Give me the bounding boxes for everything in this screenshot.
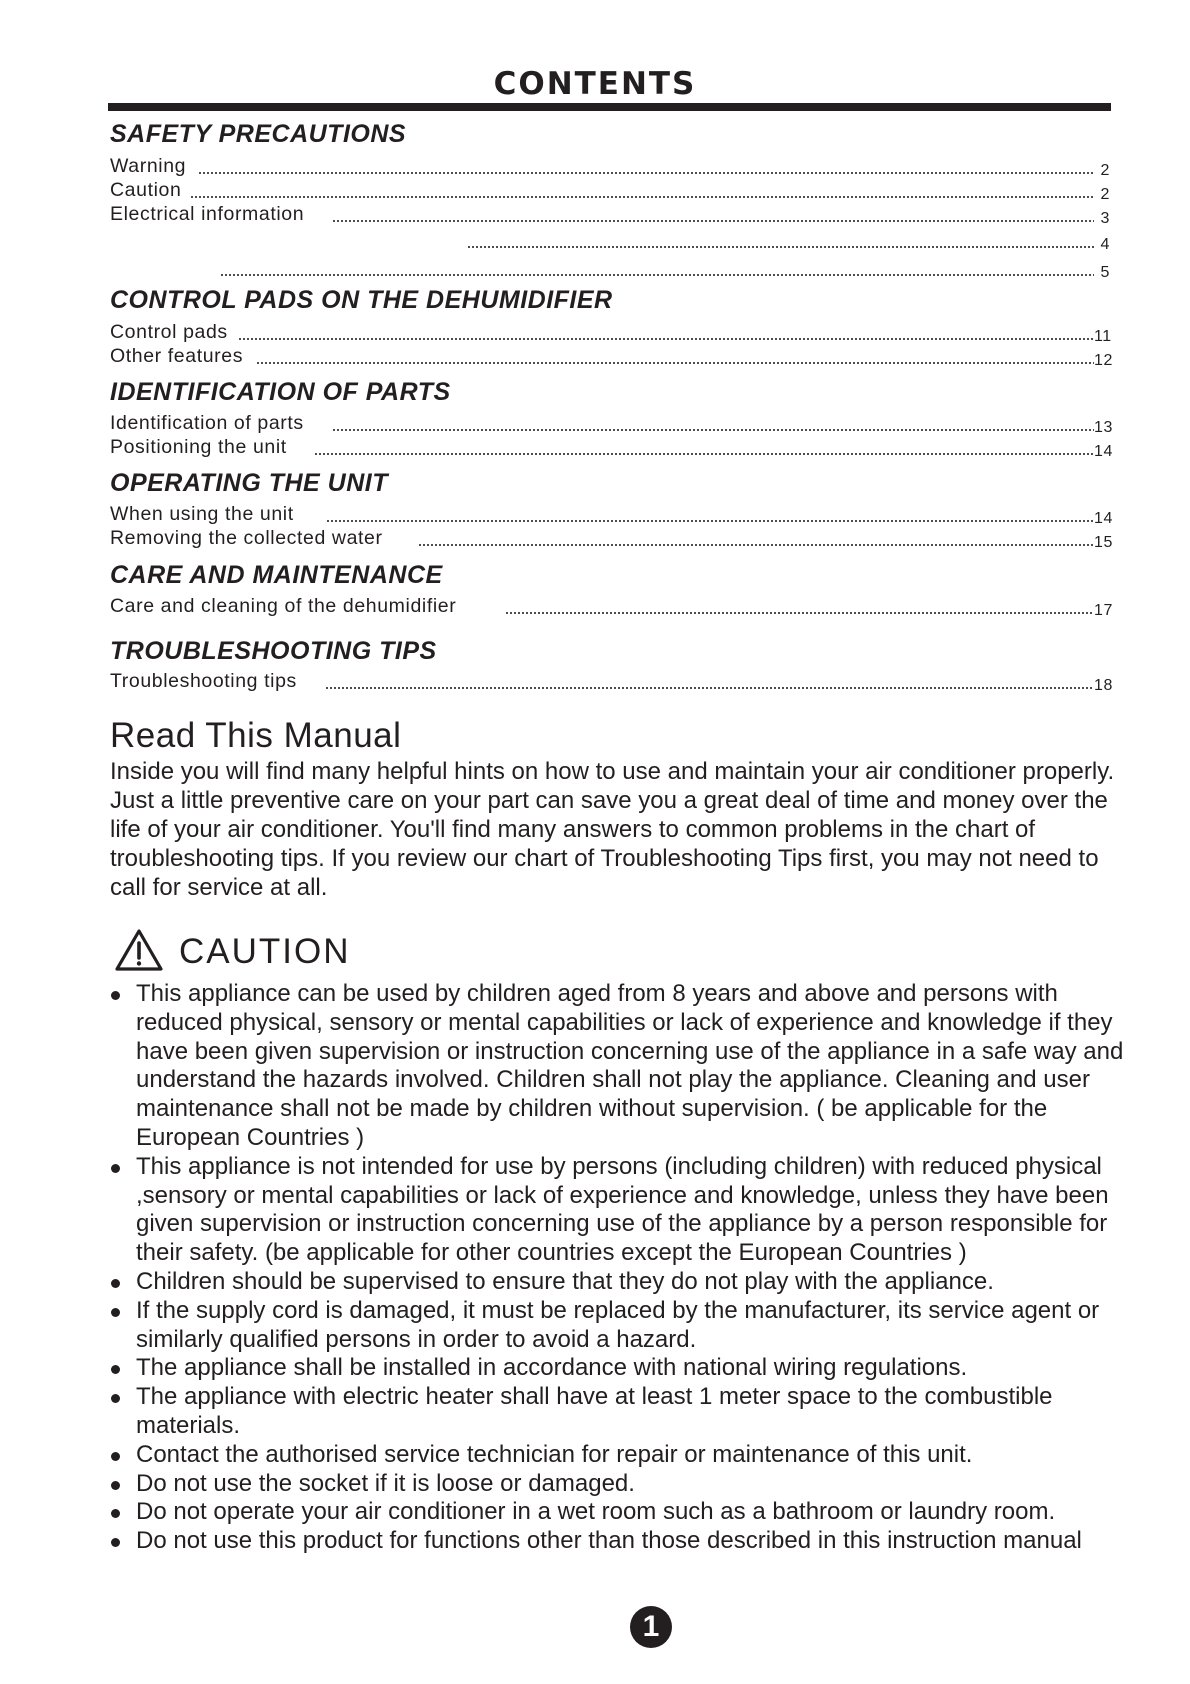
toc-leader-dots [418, 544, 1094, 546]
toc-entry-page: 13 [1094, 419, 1113, 436]
toc-entry-label: Troubleshooting tips [110, 669, 303, 693]
toc-leader-dots [220, 274, 1094, 276]
caution-item [110, 1383, 1150, 1441]
toc-section-heading: IDENTIFICATION OF PARTS [110, 378, 451, 406]
caution-list [110, 980, 1150, 1556]
toc-entry-page: 2 [1100, 186, 1110, 203]
toc-leader-dots [238, 338, 1094, 340]
toc-entry[interactable] [110, 411, 1113, 436]
toc-leader-dots [325, 687, 1094, 689]
caution-item [110, 1470, 1150, 1499]
caution-item [110, 980, 1150, 1153]
warning-triangle-icon [114, 928, 164, 972]
caution-item-text: Contact the authorised service technician for repair or maintenance of this unit. [136, 1440, 973, 1468]
toc-entry-label: Other features [110, 344, 249, 368]
bullet-icon [111, 1394, 120, 1403]
toc-leader-dots [198, 172, 1094, 174]
bullet-icon [111, 1164, 120, 1173]
caution-item [110, 1441, 1150, 1470]
caution-item-text: This appliance is not intended for use by persons (including children) with reduced physical ,sensory or mental capabilities or lack of experience and knowledge, unless they have been given supervision or instruction concerning use of the appliance by a person responsible for their safety. (be applicable for other countries except the European Countries ) [136, 1152, 1109, 1267]
toc-entry[interactable] [110, 320, 1110, 344]
toc-leader-dots [190, 196, 1094, 198]
page-number: 1 [630, 1606, 672, 1648]
toc-leader-dots [505, 612, 1094, 614]
toc-leader-dots [256, 362, 1094, 364]
caution-item-text: If the supply cord is damaged, it must be replaced by the manufacturer, its service agent or similarly qualified persons in order to avoid a hazard. [136, 1296, 1100, 1353]
toc-section-heading: CONTROL PADS ON THE DEHUMIDIFIER [110, 286, 613, 314]
bullet-icon [111, 1279, 120, 1288]
toc-entry-page: 2 [1100, 162, 1110, 179]
caution-item-text: Do not operate your air conditioner in a wet room such as a bathroom or laundry room. [136, 1498, 1056, 1526]
toc-entry[interactable] [110, 154, 1110, 178]
toc-entry-label: When using the unit [110, 502, 300, 526]
caution-item [110, 1297, 1150, 1355]
caution-item-text: The appliance shall be installed in accordance with national wiring regulations. [136, 1354, 968, 1382]
bullet-icon [111, 1365, 120, 1374]
toc-entry-label: Caution [110, 178, 187, 202]
bullet-icon [111, 1452, 120, 1461]
toc-entry-page: 4 [1100, 236, 1110, 253]
caution-item [110, 1153, 1150, 1268]
bullet-icon [111, 991, 120, 1000]
toc-entry-page: 11 [1094, 328, 1112, 345]
caution-item [110, 1527, 1150, 1556]
toc-entry-label: Positioning the unit [110, 435, 293, 459]
toc-entry-page: 14 [1094, 443, 1113, 460]
toc-entry-page: 14 [1094, 510, 1113, 527]
toc-section-heading: OPERATING THE UNIT [110, 469, 388, 497]
toc-section-heading: TROUBLESHOOTING TIPS [110, 637, 437, 665]
caution-item-text: This appliance can be used by children aged from 8 years and above and persons with reduced physical, sensory or mental capabilities or lack of experience and knowledge if they have been given supervision or instruction concerning use of the appliance in a safe way and understand the hazards involved. Children shall not play the appliance. Cleaning and user maintenance shall not be made by children without supervision. ( be applicable for the European Countries ) [136, 980, 1124, 1151]
toc-entry-page: 15 [1094, 534, 1113, 551]
toc-entry-label: Removing the collected water [110, 526, 389, 550]
toc-entry[interactable] [110, 669, 1113, 694]
toc-entry-page: 3 [1100, 210, 1110, 227]
caution-item [110, 1354, 1150, 1383]
toc-entry-page: 5 [1100, 264, 1110, 281]
caution-item-text: Do not use the socket if it is loose or damaged. [136, 1469, 635, 1497]
toc-entry[interactable] [110, 178, 1110, 202]
bullet-icon [111, 1538, 120, 1547]
toc-entry-label: Control pads [110, 320, 234, 344]
read-manual-body: Inside you will find many helpful hints on how to use and maintain your air conditioner properly. Just a little preventive care on your part can save you a great deal of time and money over the life of your air conditioner. You'll find many answers to common problems in the chart of troubleshooting tips. If you review our chart of Troubleshooting Tips first, you may not need to call for service at all. [110, 758, 1115, 901]
contents-divider [108, 103, 1111, 111]
toc-leader-dots [326, 520, 1094, 522]
toc-entry[interactable] [110, 594, 1113, 619]
caution-item [110, 1268, 1150, 1297]
toc-entry-page: 18 [1094, 677, 1113, 694]
toc-entry-label: Care and cleaning of the dehumidifier [110, 594, 462, 618]
caution-item-text: Do not use this product for functions other than those described in this instruction manual [136, 1527, 1082, 1555]
toc-entry[interactable] [110, 526, 1113, 551]
toc-entry[interactable] [110, 344, 1113, 369]
caution-item-text: Children should be supervised to ensure that they do not play with the appliance. [136, 1267, 994, 1295]
toc-section-heading: SAFETY PRECAUTIONS [110, 120, 407, 148]
toc-entry[interactable] [110, 502, 1113, 527]
toc-entry[interactable] [110, 228, 1110, 252]
toc-entry-page: 17 [1094, 602, 1113, 619]
toc-leader-dots [467, 246, 1094, 248]
bullet-icon [111, 1308, 120, 1317]
toc-section-heading: CARE AND MAINTENANCE [110, 561, 443, 589]
toc-entry-label: Electrical information [110, 202, 310, 226]
read-manual-title: Read This Manual [110, 716, 402, 755]
toc-entry[interactable] [110, 202, 1110, 226]
toc-leader-dots [314, 453, 1094, 455]
bullet-icon [111, 1481, 120, 1490]
caution-item [110, 1498, 1150, 1527]
caution-item-text: The appliance with electric heater shall have at least 1 meter space to the combustible materials. [136, 1383, 1053, 1439]
toc-entry[interactable] [110, 435, 1113, 460]
toc-entry-label: Identification of parts [110, 411, 310, 435]
toc-leader-dots [332, 429, 1094, 431]
toc-entry[interactable] [110, 256, 1110, 280]
toc-entry-page: 12 [1094, 352, 1113, 369]
contents-title: CONTENTS [493, 66, 697, 102]
caution-title: CAUTION [179, 932, 351, 971]
toc-entry-label: Warning [110, 154, 192, 178]
bullet-icon [111, 1509, 120, 1518]
toc-leader-dots [332, 220, 1094, 222]
